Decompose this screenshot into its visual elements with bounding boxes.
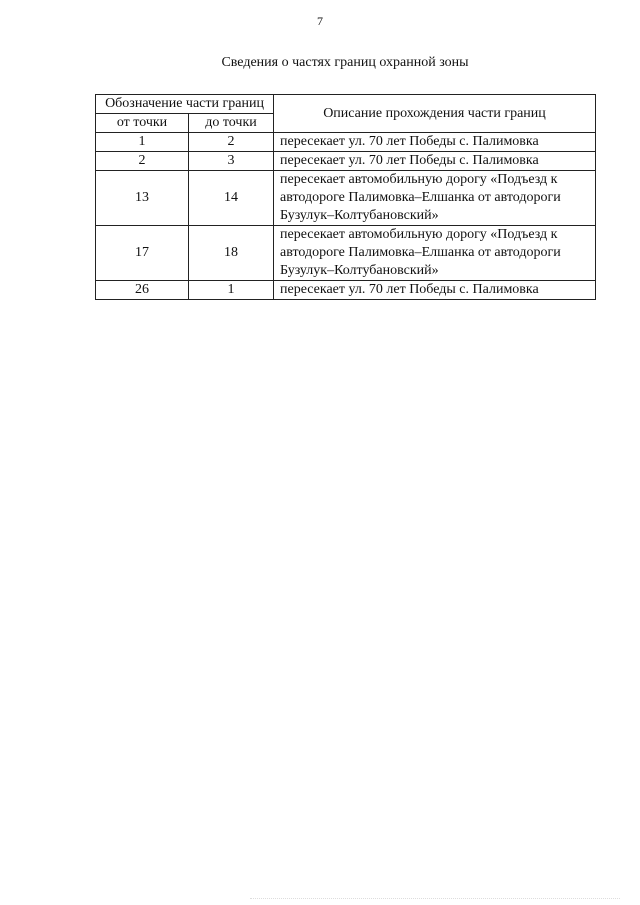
- to-point-cell: 3: [189, 152, 274, 171]
- description-cell: пересекает ул. 70 лет Победы с. Палимовка: [274, 133, 596, 152]
- description-cell: пересекает ул. 70 лет Победы с. Палимовка: [274, 152, 596, 171]
- table-row: [96, 226, 596, 281]
- table-row: [96, 281, 596, 300]
- document-title: Сведения о частях границ охранной зоны: [221, 55, 469, 70]
- header-to-point: до точки: [189, 114, 274, 133]
- description-cell: пересекает автомобильную дорогу «Подъезд к автодороге Палимовка–Елшанка от автодороги Бузулук–Колтубановский»: [274, 226, 596, 281]
- from-point-cell: 1: [96, 133, 189, 152]
- header-boundary-designation: Обозначение части границ: [96, 95, 274, 114]
- table-header-row: [96, 95, 596, 114]
- to-point-cell: 2: [189, 133, 274, 152]
- to-point-cell: 14: [189, 171, 274, 226]
- header-description: Описание прохождения части границ: [274, 95, 596, 133]
- description-cell: пересекает ул. 70 лет Победы с. Палимовка: [274, 281, 596, 300]
- boundary-parts-table: [95, 94, 596, 300]
- table-row: [96, 133, 596, 152]
- from-point-cell: 2: [96, 152, 189, 171]
- from-point-cell: 13: [96, 171, 189, 226]
- table-row: [96, 171, 596, 226]
- page-number: 7: [317, 14, 323, 28]
- from-point-cell: 17: [96, 226, 189, 281]
- table-row: [96, 152, 596, 171]
- scan-artifact-line: [250, 898, 620, 903]
- from-point-cell: 26: [96, 281, 189, 300]
- description-cell: пересекает автомобильную дорогу «Подъезд к автодороге Палимовка–Елшанка от автодороги Бузулук–Колтубановский»: [274, 171, 596, 226]
- header-from-point: от точки: [96, 114, 189, 133]
- to-point-cell: 18: [189, 226, 274, 281]
- to-point-cell: 1: [189, 281, 274, 300]
